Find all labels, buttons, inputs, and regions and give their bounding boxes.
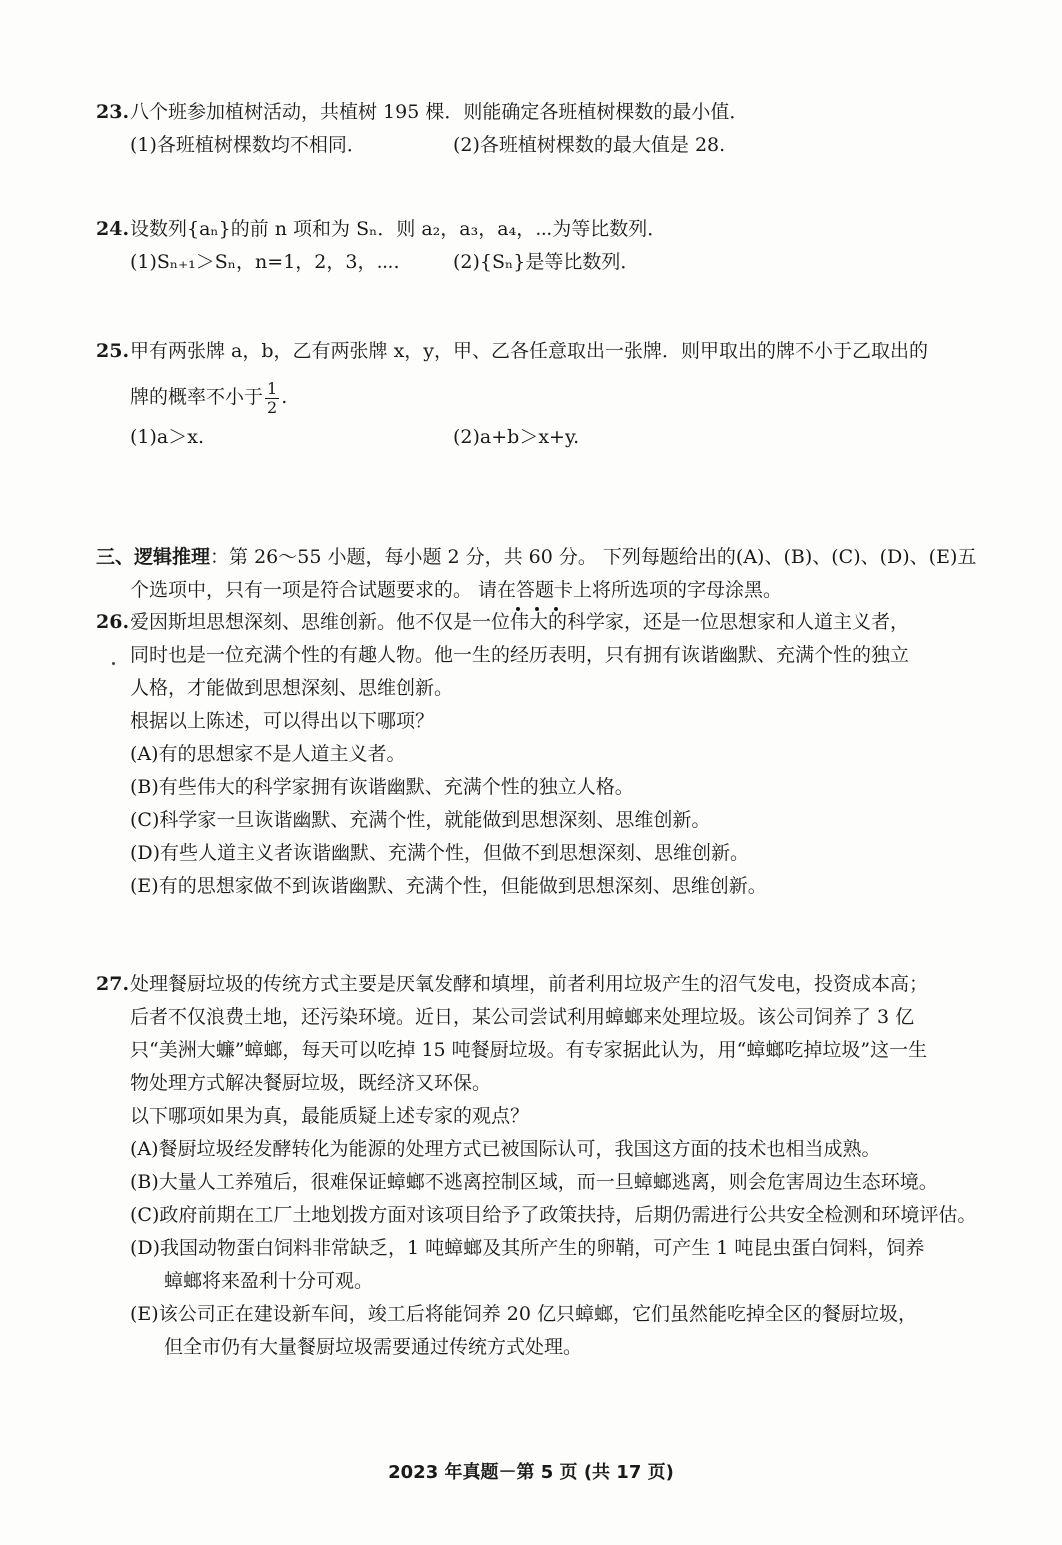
condition-1: (1)a＞x. <box>130 426 204 448</box>
passage-text: 同时也是一位充满个性的有趣人物。他一生的经历表明，只有拥有诙谐幽默、充满个性的独立 <box>130 644 910 666</box>
question-text: 甲有两张牌 a，b，乙有两张牌 x，y，甲、乙各任意取出一张牌．则甲取出的牌不小于乙取出的 <box>130 340 929 362</box>
question-23-stem <box>96 96 1006 129</box>
section-instructions-cont: 个选项中，只有一项是符合试题要求的。 请在答题卡上将所选项的字母涂黑。 <box>130 579 783 601</box>
question-prompt: 以下哪项如果为真，最能质疑上述专家的观点？ <box>130 1105 530 1127</box>
fraction-numerator: 1 <box>267 378 278 398</box>
option-b: (B)大量人工养殖后，很难保证蟑螂不逃离控制区域，而一旦蟑螂逃离，则会危害周边生态环境。 <box>130 1171 938 1193</box>
option-e-cont: 但全市仍有大量餐厨垃圾需要通过传统方式处理。 <box>164 1336 583 1358</box>
passage-text: 只“美洲大蠊”蟑螂，每天可以吃掉 15 吨餐厨垃圾。有专家据此认为，用“蟑螂吃掉垃圾”这一生 <box>130 1039 928 1061</box>
option-e: (E)有的思想家做不到诙谐幽默、充满个性，但能做到思想深刻、思维创新。 <box>130 875 767 897</box>
section-prefix: 三、 <box>96 546 135 568</box>
condition-2: (2){Sₙ}是等比数列． <box>453 251 640 273</box>
question-25-line-2 <box>96 377 1006 417</box>
condition-2: (2)各班植树棵数的最大值是 28. <box>453 134 726 156</box>
question-text: 八个班参加植树活动，共植树 195 棵．则能确定各班植树棵数的最小值． <box>130 101 749 123</box>
option-d: (D)我国动物蛋白饲料非常缺乏，1 吨蟑螂及其所产生的卵鞘，可产生 1 吨昆虫蛋白饲料，饲养 <box>130 1237 925 1259</box>
question-27-line-1 <box>96 968 1006 1001</box>
passage-text: 人格，才能做到思想深刻、思维创新。 <box>130 677 454 699</box>
fraction <box>265 380 279 417</box>
conditions <box>96 246 1006 279</box>
passage-text: 科学家，还是一位思想家和人道主义者， <box>567 611 910 633</box>
condition-1: (1)Sₙ₊₁＞Sₙ，n=1，2，3，⋯. <box>130 251 400 273</box>
option-c: (C)科学家一旦诙谐幽默、充满个性，就能做到思想深刻、思维创新。 <box>130 809 711 831</box>
emphasis-dot <box>535 607 539 611</box>
section-heading <box>96 541 1006 607</box>
question-prompt: 根据以上陈述，可以得出以下哪项？ <box>130 710 435 732</box>
conditions <box>96 129 1006 162</box>
question-25-line-1 <box>96 331 1006 371</box>
option-b: (B)有些伟大的科学家拥有诙谐幽默、充满个性的独立人格。 <box>130 776 634 798</box>
fraction-denominator: 2 <box>267 397 278 417</box>
question-text-cont: 牌的概率不小于 <box>130 386 264 408</box>
question-text-end: . <box>281 386 288 408</box>
section-instructions: ：第 26～55 小题，每小题 2 分，共 60 分。 下列每题给出的(A)、(B)、(C)、(D)、(E)五 <box>210 546 977 568</box>
question-23 <box>96 96 1006 162</box>
question-number: 26. <box>96 611 130 633</box>
conditions <box>96 417 1006 457</box>
question-number: 24. <box>96 218 130 240</box>
option-a: (A)餐厨垃圾经发酵转化为能源的处理方式已被国际认可，我国这方面的技术也相当成熟。 <box>130 1138 881 1160</box>
option-d: (D)有些人道主义者诙谐幽默、充满个性，但做不到思想深刻、思维创新。 <box>130 842 750 864</box>
emphasis-dot <box>554 607 558 611</box>
question-26-line-1 <box>96 606 1006 639</box>
question-24 <box>96 213 1006 279</box>
section-heading-line-1 <box>96 541 1006 574</box>
question-text: 设数列{aₙ}的前 n 项和为 Sₙ．则 a₂，a₃，a₄，⋯为等比数列． <box>130 218 667 240</box>
page-footer: 2023 年真题－第 5 页 (共 17 页) <box>388 1462 674 1483</box>
passage-text: 后者不仅浪费土地，还污染环境。近日，某公司尝试利用蟑螂来处理垃圾。该公司饲养了 3 亿 <box>130 1006 915 1028</box>
question-number: 25. <box>96 340 130 362</box>
question-24-stem <box>96 213 1006 246</box>
condition-2: (2)a+b＞x+y. <box>453 426 580 448</box>
option-a: (A)有的思想家不是人道主义者。 <box>130 743 406 765</box>
passage-text: 处理餐厨垃圾的传统方式主要是厌氧发酵和填埋，前者利用垃圾产生的沼气发电，投资成本高； <box>130 973 929 995</box>
question-26 <box>96 606 1006 903</box>
passage-text: 物处理方式解决餐厨垃圾，既经济又环保。 <box>130 1072 492 1094</box>
emphasized-text <box>510 611 567 633</box>
option-c: (C)政府前期在工厂土地划拨方面对该项目给予了政策扶持，后期仍需进行公共安全检测和环境评估。 <box>130 1204 977 1226</box>
question-number: 27. <box>96 973 130 995</box>
question-27 <box>96 968 1006 1364</box>
passage-text: 爱因斯坦思想深刻、思维创新。他不仅是一位 <box>130 611 511 633</box>
emphasized-word: 伟大的 <box>510 611 568 633</box>
condition-1: (1)各班植树棵数均不相同． <box>130 134 366 156</box>
question-number: 23. <box>96 101 130 123</box>
section-title: 逻辑推理 <box>134 546 211 568</box>
option-d-cont: 蟑螂将来盈利十分可观。 <box>164 1270 374 1292</box>
question-25 <box>96 331 1006 457</box>
option-e: (E)该公司正在建设新车间，竣工后将能饲养 20 亿只蟑螂，它们虽然能吃掉全区的餐厨垃圾， <box>130 1303 917 1325</box>
margin-mark <box>112 662 115 665</box>
emphasis-dot <box>516 607 520 611</box>
